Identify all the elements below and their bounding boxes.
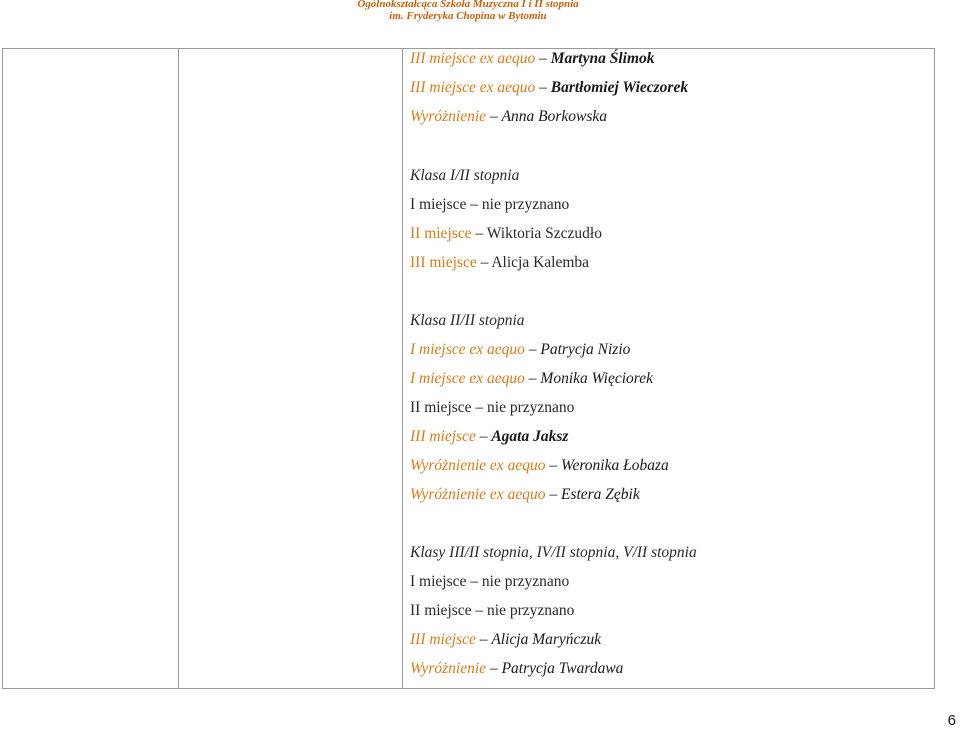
- result-rank: I miejsce ex aequo: [410, 370, 525, 387]
- class-heading: Klasa I/II stopnia: [410, 167, 520, 184]
- result-name: Monika Więciorek: [540, 370, 654, 387]
- result-separator: –: [475, 399, 484, 416]
- result-line: [410, 428, 568, 446]
- result-separator: –: [528, 341, 537, 358]
- school-name: Ogólnokształcąca Szkoła Muzyczna I i II stopnia: [357, 0, 579, 10]
- result-name: Agata Jaksz: [491, 428, 569, 445]
- result-rank: Wyróżnienie ex aequo: [410, 457, 546, 474]
- result-line: [410, 573, 569, 591]
- result-name: nie przyznano: [487, 399, 575, 416]
- class-heading: Klasa II/II stopnia: [410, 312, 525, 329]
- result-name: Bartłomiej Wieczorek: [550, 79, 689, 96]
- result-rank: I miejsce ex aequo: [410, 341, 525, 358]
- result-line: [410, 602, 574, 620]
- table-column-divider: [402, 49, 403, 688]
- page-number: 6: [947, 712, 956, 729]
- school-patron: im. Fryderyka Chopina w Bytomiu: [389, 10, 547, 22]
- results-table: [2, 48, 935, 689]
- result-separator: –: [470, 573, 479, 590]
- result-line: [410, 660, 623, 678]
- result-line: [410, 79, 688, 97]
- result-line: [410, 341, 630, 359]
- result-line: [410, 196, 569, 214]
- result-rank: III miejsce: [410, 631, 476, 648]
- result-line: [410, 50, 655, 68]
- result-rank: II miejsce: [410, 399, 472, 416]
- result-name: Alicja Kalemba: [491, 254, 590, 271]
- result-line: [410, 457, 669, 475]
- result-rank: I miejsce: [410, 573, 467, 590]
- result-line: [410, 225, 602, 243]
- result-rank: Wyróżnienie: [410, 108, 487, 125]
- result-line: [410, 631, 601, 649]
- result-name: nie przyznano: [481, 573, 570, 590]
- result-separator: –: [475, 225, 484, 242]
- result-rank: III miejsce: [410, 428, 476, 445]
- table-column-divider: [178, 49, 179, 688]
- result-line: [410, 108, 607, 126]
- result-line: [410, 370, 653, 388]
- result-rank: III miejsce: [410, 254, 477, 271]
- result-separator: –: [479, 631, 488, 648]
- result-name: Weronika Łobaza: [560, 457, 669, 474]
- result-separator: –: [528, 370, 537, 387]
- result-name: nie przyznano: [481, 196, 570, 213]
- result-separator: –: [539, 50, 547, 67]
- result-rank: I miejsce: [410, 196, 467, 213]
- result-rank: III miejsce ex aequo: [410, 50, 536, 67]
- result-separator: –: [475, 602, 484, 619]
- result-rank: II miejsce: [410, 602, 472, 619]
- result-line: [410, 486, 640, 504]
- result-name: Alicja Maryńczuk: [491, 631, 602, 648]
- result-separator: –: [549, 486, 558, 503]
- result-line: [410, 254, 589, 272]
- result-name: Estera Zębik: [560, 486, 640, 503]
- result-separator: –: [470, 196, 479, 213]
- result-separator: –: [480, 254, 489, 271]
- class-heading: Klasy III/II stopnia, IV/II stopnia, V/II stopnia: [410, 544, 697, 561]
- result-rank: II miejsce: [410, 225, 472, 242]
- result-separator: –: [479, 428, 488, 445]
- result-separator: –: [549, 457, 558, 474]
- result-separator: –: [489, 108, 498, 125]
- result-rank: Wyróżnienie ex aequo: [410, 486, 546, 503]
- result-separator: –: [539, 79, 547, 96]
- result-name: Wiktoria Szczudło: [486, 225, 602, 242]
- result-rank: Wyróżnienie: [410, 660, 487, 677]
- result-separator: –: [489, 660, 498, 677]
- result-name: Patrycja Nizio: [540, 341, 631, 358]
- result-name: Patrycja Twardawa: [501, 660, 624, 677]
- result-line: [410, 399, 574, 417]
- result-name: nie przyznano: [487, 602, 575, 619]
- result-name: Martyna Ślimok: [550, 50, 655, 67]
- result-rank: III miejsce ex aequo: [410, 79, 536, 96]
- result-name: Anna Borkowska: [501, 108, 608, 125]
